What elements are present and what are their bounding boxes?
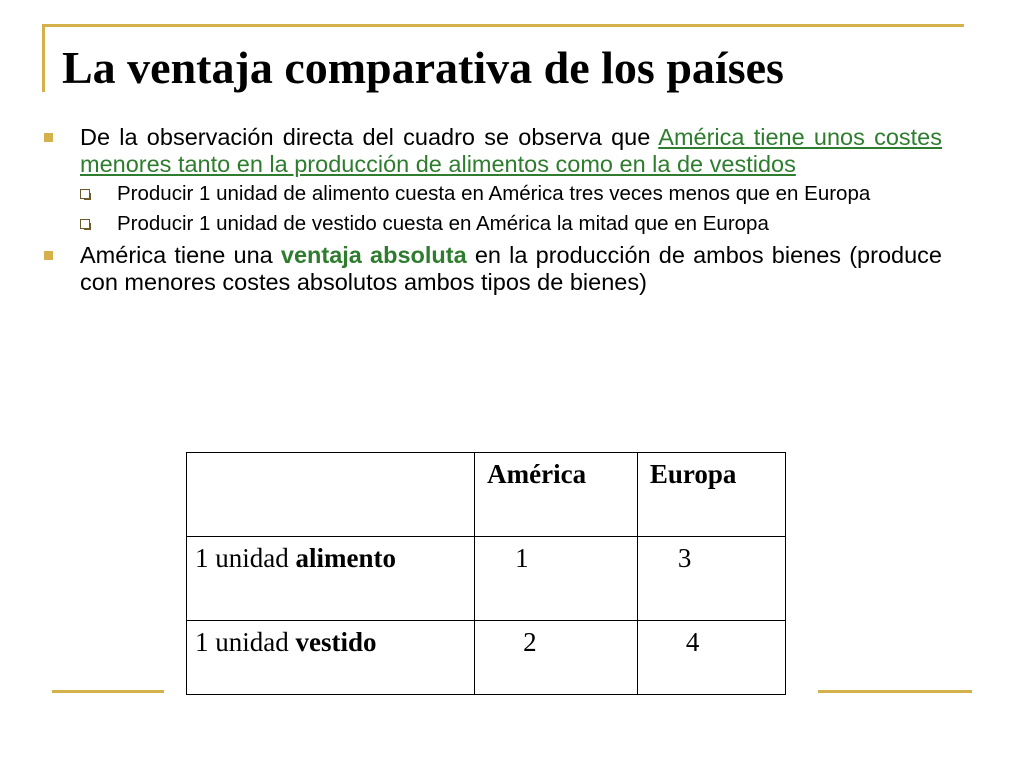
bullet-text: De la observación directa del cuadro se observa que bbox=[80, 124, 659, 150]
footer-line-right bbox=[818, 690, 972, 693]
bullet-text: en la producción de ambos bienes (produce con menores costes absolutos ambos tipos de bienes) bbox=[80, 242, 942, 295]
slide-content bbox=[44, 124, 942, 300]
slide-title: La ventaja comparativa de los países bbox=[62, 42, 784, 93]
frame-top-line bbox=[42, 24, 964, 27]
square-bullet-icon bbox=[44, 133, 53, 142]
frame-left-line bbox=[42, 24, 45, 92]
cost-table bbox=[186, 452, 786, 694]
table-header-europa: Europa bbox=[637, 453, 785, 537]
subbullet-text: Producir 1 unidad de alimento cuesta en América tres veces menos que en Europa bbox=[117, 182, 871, 205]
checkbox-bullet-icon bbox=[80, 189, 90, 199]
table-row-label: 1 unidad vestido bbox=[187, 621, 475, 695]
table-header-america: América bbox=[475, 453, 638, 537]
highlight-text: ventaja absoluta bbox=[280, 242, 467, 268]
subbullet-vestido bbox=[80, 212, 942, 236]
subbullet-alimento bbox=[80, 182, 942, 206]
table-row-label: 1 unidad alimento bbox=[187, 537, 475, 621]
table-cell-europa: 4 bbox=[637, 621, 785, 695]
bullet-text: América tiene una bbox=[80, 242, 281, 268]
subbullet-text: Producir 1 unidad de vestido cuesta en América la mitad que en Europa bbox=[117, 212, 769, 235]
table-cell-america: 2 bbox=[475, 621, 638, 695]
footer-line-left bbox=[52, 690, 164, 693]
table-cell-europa: 3 bbox=[637, 537, 785, 621]
hyperlink-text[interactable]: América tiene unos costes menores tanto en la producción de alimentos como en la de vestidos bbox=[80, 124, 942, 177]
bullet-ventaja-absoluta bbox=[44, 242, 942, 296]
table-row bbox=[187, 537, 786, 621]
table-header-empty bbox=[187, 453, 475, 537]
table-cell-america: 1 bbox=[475, 537, 638, 621]
bullet-observacion bbox=[44, 124, 942, 178]
table-row bbox=[187, 621, 786, 695]
checkbox-bullet-icon bbox=[80, 219, 90, 229]
square-bullet-icon bbox=[44, 251, 53, 260]
